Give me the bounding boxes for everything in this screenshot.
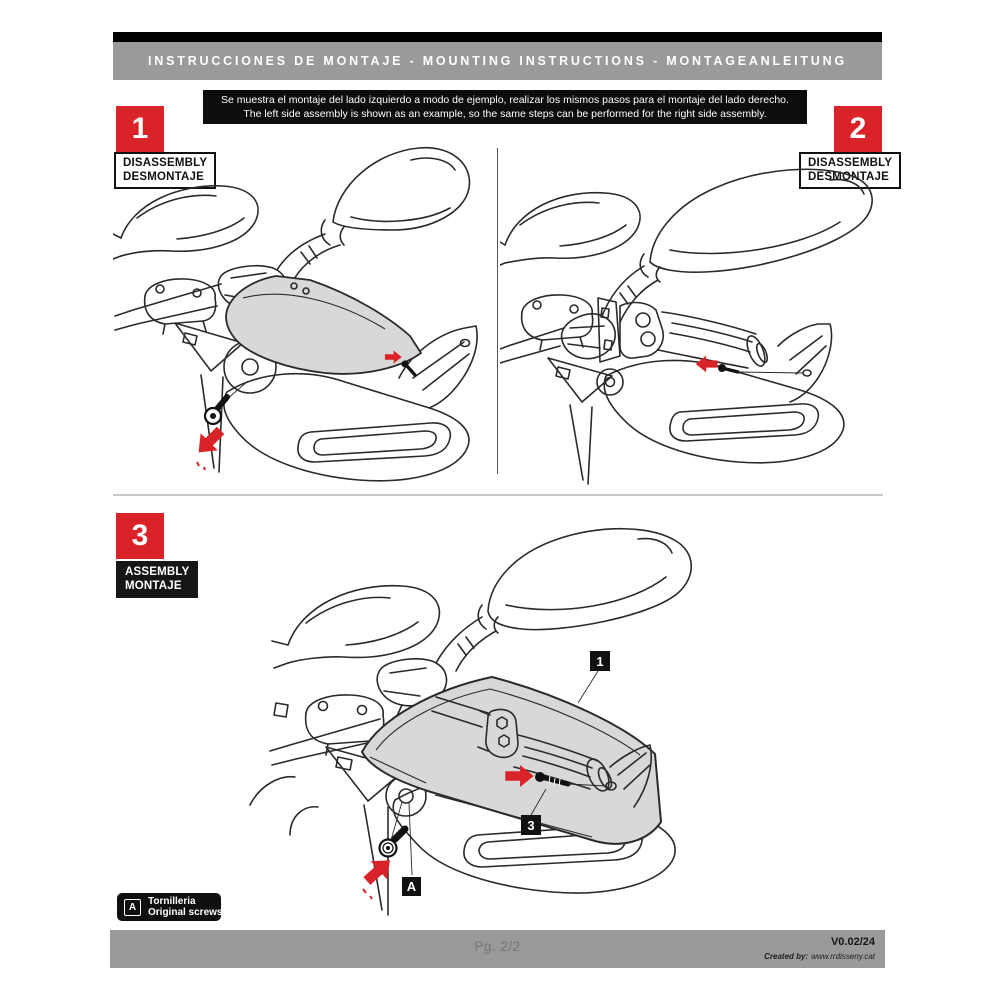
panel-divider-vertical: [497, 148, 498, 474]
step-2-digit: 2: [849, 112, 867, 145]
arrow-motion-dashes: [197, 462, 205, 470]
fairing-drawing: [500, 193, 640, 265]
legend-line-en: Original screws: [148, 907, 223, 918]
callout-3-label: 3: [527, 818, 535, 833]
notice-line-es: Se muestra el montaje del lado izquierdo a modo de ejemplo, realizar los mismos pasos para el montaje del lado derecho.: [221, 94, 789, 106]
step-2-label-es: DESMONTAJE: [808, 170, 890, 183]
page-title: INSTRUCCIONES DE MONTAJE - MOUNTING INSTRUCTIONS - MONTAGEANLEITUNG: [148, 54, 847, 68]
removed-screw-bottom: [205, 381, 248, 424]
step-1-digit: 1: [131, 112, 149, 145]
legend-A-badge-icon: A: [124, 899, 141, 916]
handguard-shell-drawing: [597, 324, 844, 463]
master-cylinder-drawing: [145, 279, 216, 334]
step-1-label-en: DISASSEMBLY: [123, 157, 208, 169]
credit-label: Created by:: [764, 952, 809, 961]
callout-A-label: A: [406, 879, 417, 894]
mirror-drawing: [277, 148, 469, 279]
step-3-label: [116, 561, 198, 598]
notice-box: [203, 90, 807, 124]
footer-bar: [110, 930, 885, 968]
credit-site: www.rrdisseny.cat: [811, 952, 875, 961]
step-3-digit: 3: [131, 519, 149, 552]
mirror-mount-drawing: [562, 314, 616, 359]
fairing-drawing: [113, 186, 258, 259]
callout-1: [578, 651, 610, 703]
page-number: Pg. 2/2: [474, 939, 521, 954]
legend-line-es: Tornilleria: [148, 896, 196, 907]
step-3-number: [116, 513, 164, 559]
step-3-label-en: ASSEMBLY: [125, 566, 190, 578]
credit-line: [764, 952, 875, 961]
diagram-disassembly-1: [113, 138, 495, 488]
arrow-motion-dashes: [363, 889, 372, 899]
diagram-disassembly-2: [500, 150, 883, 490]
step-2-label-en: DISASSEMBLY: [808, 157, 893, 169]
red-arrow-remove-down-icon: [190, 422, 229, 461]
notice-line-en: The left side assembly is shown as an example, so the same steps can be performed for the right side assembly.: [243, 108, 767, 120]
section-divider-horizontal: [113, 494, 883, 496]
fairing-drawing: [272, 586, 439, 668]
callout-A: [402, 877, 421, 896]
mirror-drawing: [602, 169, 872, 322]
diagram-assembly: [230, 505, 885, 925]
title-bar: [113, 42, 882, 80]
step-3-label-es: MONTAJE: [125, 579, 182, 592]
master-cylinder-drawing: [522, 295, 593, 350]
step-2-number: [834, 106, 882, 152]
top-black-bar: [113, 32, 882, 42]
bracket-drawing: [115, 284, 243, 472]
callout-1-label: 1: [596, 654, 604, 669]
red-arrow-insert-original-screw-icon: [359, 851, 398, 890]
handlebar-clamp-drawing: [598, 298, 663, 362]
step-1-label-es: DESMONTAJE: [123, 170, 205, 183]
version-number: V0.02/24: [830, 936, 875, 948]
bracket-drawing: [500, 328, 612, 484]
windshield-part-drawing: [362, 677, 661, 844]
legend-original-screws: [117, 893, 221, 921]
mirror-drawing: [436, 529, 691, 671]
